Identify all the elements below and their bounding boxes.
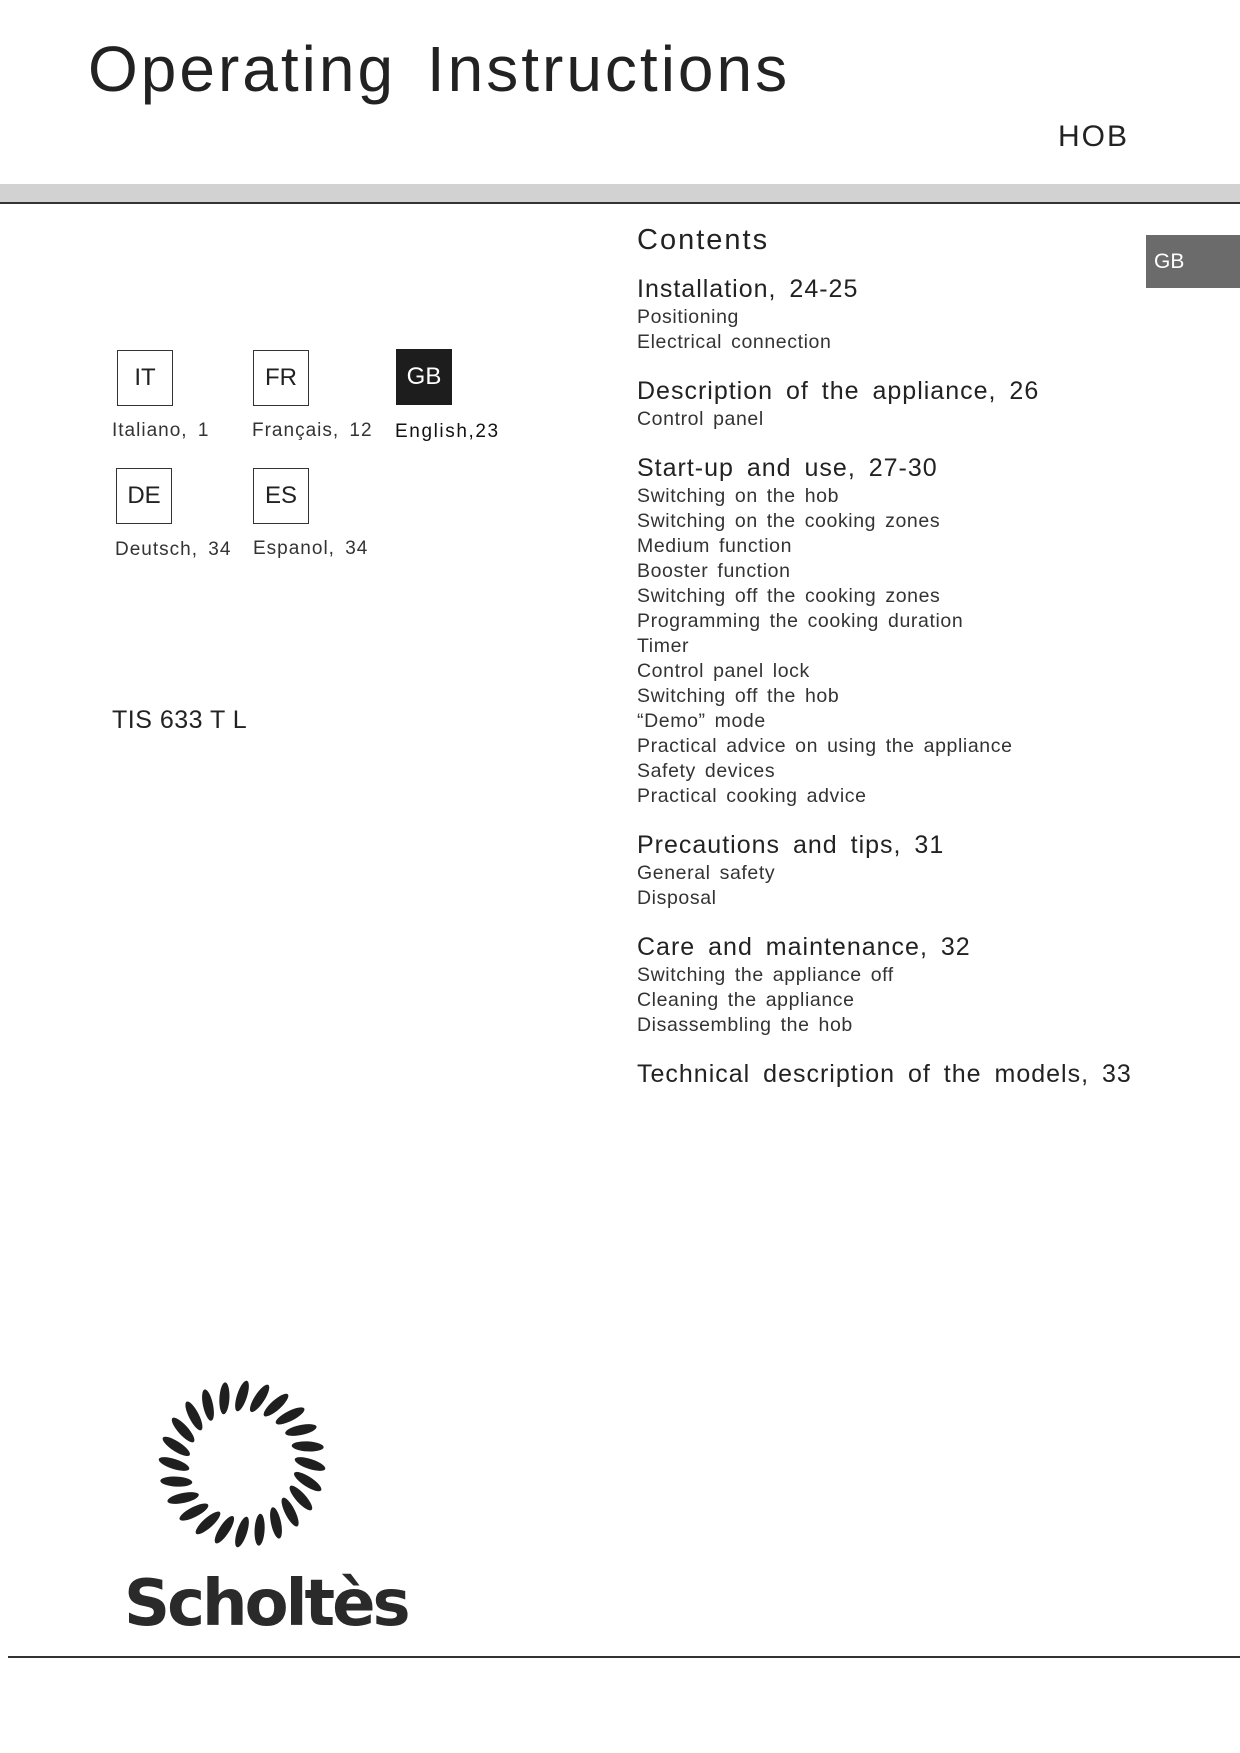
language-box-de[interactable]: DE — [116, 468, 172, 524]
toc-item[interactable]: Switching on the hob — [637, 485, 840, 507]
toc-item[interactable]: Electrical connection — [637, 331, 832, 353]
language-box-fr[interactable]: FR — [253, 350, 309, 406]
toc-item[interactable]: Timer — [637, 635, 690, 657]
sun-ray — [254, 1513, 266, 1545]
sun-ray-icon — [118, 1370, 368, 1550]
language-side-tab[interactable]: GB — [1146, 235, 1240, 288]
sun-ray — [219, 1382, 231, 1414]
toc-heading[interactable]: Technical description of the models, 33 — [637, 1060, 1132, 1088]
model-name: TIS 633 T L — [112, 706, 248, 734]
sun-ray — [291, 1441, 323, 1453]
sun-ray — [268, 1506, 284, 1539]
toc-item[interactable]: Medium function — [637, 535, 793, 557]
toc-item[interactable]: Control panel — [637, 408, 764, 430]
sun-ray — [232, 1379, 251, 1413]
toc-item[interactable]: Programming the cooking duration — [637, 610, 964, 632]
toc-item[interactable]: General safety — [637, 862, 776, 884]
language-box-es[interactable]: ES — [253, 468, 309, 524]
toc-item[interactable]: “Demo” mode — [637, 710, 766, 732]
toc-section-description — [637, 375, 1157, 432]
toc-section-installation — [637, 273, 1157, 355]
toc-heading[interactable]: Start-up and use, 27-30 — [637, 454, 938, 482]
sun-ray — [160, 1476, 192, 1488]
document-title: Operating Instructions — [88, 33, 791, 105]
language-label-it: Italiano, 1 — [112, 420, 210, 441]
header-rule — [0, 202, 1240, 204]
brand-name: Scholtès — [124, 1567, 408, 1641]
toc-item[interactable]: Safety devices — [637, 760, 776, 782]
toc-item[interactable]: Switching off the hob — [637, 685, 840, 707]
toc-heading[interactable]: Installation, 24-25 — [637, 275, 859, 303]
toc-heading[interactable]: Description of the appliance, 26 — [637, 377, 1040, 405]
language-box-gb[interactable]: GB — [396, 349, 452, 405]
toc-item[interactable]: Control panel lock — [637, 660, 810, 682]
language-label-de: Deutsch, 34 — [115, 539, 232, 560]
toc-item[interactable]: Booster function — [637, 560, 791, 582]
toc-item[interactable]: Switching off the cooking zones — [637, 585, 941, 607]
language-label-gb: English,23 — [395, 421, 500, 442]
toc-item[interactable]: Disassembling the hob — [637, 1014, 853, 1036]
language-label-es: Espanol, 34 — [253, 538, 369, 559]
language-box-it[interactable]: IT — [117, 350, 173, 406]
sun-ray — [293, 1454, 327, 1473]
footer-rule — [8, 1656, 1240, 1658]
toc-heading[interactable]: Precautions and tips, 31 — [637, 831, 945, 859]
toc-section-startup — [637, 452, 1157, 809]
brand-logo — [118, 1370, 408, 1641]
toc-section-precautions — [637, 829, 1157, 911]
sun-ray — [157, 1454, 191, 1473]
toc-item[interactable]: Cleaning the appliance — [637, 989, 855, 1011]
toc-item[interactable]: Switching the appliance off — [637, 964, 894, 986]
toc-section-care — [637, 931, 1157, 1038]
toc-item[interactable]: Positioning — [637, 306, 739, 328]
sun-ray — [166, 1490, 199, 1506]
brand-wordmark — [118, 1555, 408, 1641]
toc-item[interactable]: Switching on the cooking zones — [637, 510, 941, 532]
sun-ray — [200, 1388, 216, 1421]
sun-ray — [284, 1422, 317, 1438]
toc-item[interactable]: Practical advice on using the appliance — [637, 735, 1013, 757]
language-label-fr: Français, 12 — [252, 420, 373, 441]
toc-section-technical — [637, 1058, 1157, 1090]
toc-item[interactable]: Disposal — [637, 887, 717, 909]
toc-item[interactable]: Practical cooking advice — [637, 785, 867, 807]
contents-title: Contents — [637, 224, 770, 256]
document-subtitle: HOB — [1058, 120, 1130, 153]
sun-ray — [232, 1515, 251, 1549]
header-band — [0, 184, 1240, 202]
toc-heading[interactable]: Care and maintenance, 32 — [637, 933, 971, 961]
table-of-contents — [637, 224, 1157, 1110]
